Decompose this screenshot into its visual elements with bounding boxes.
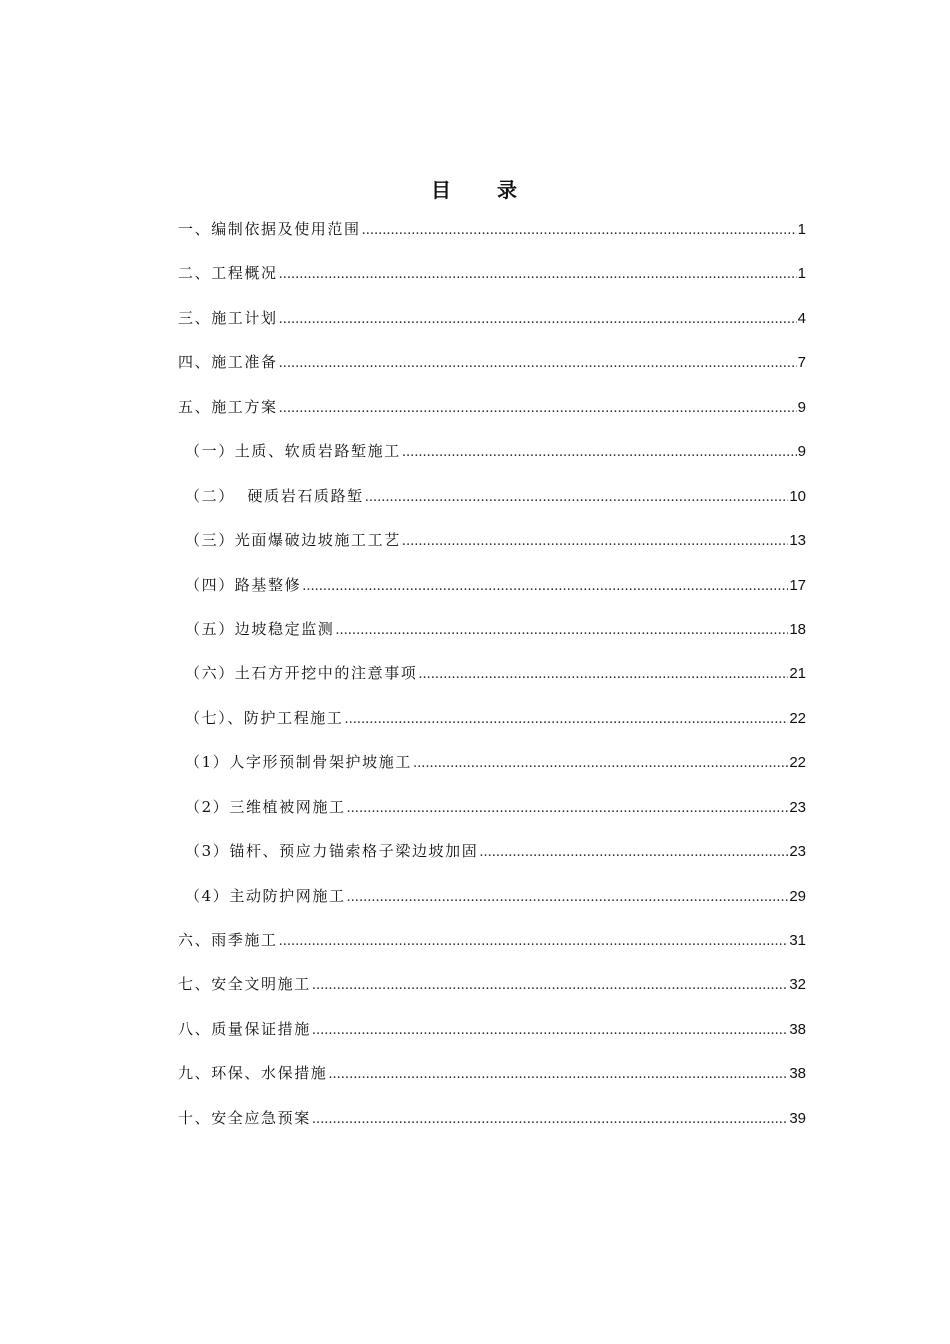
toc-entry-text: （四）路基整修 xyxy=(185,575,302,594)
toc-entry-text: 六、雨季施工 xyxy=(178,931,278,949)
toc-page-number: 18 xyxy=(789,620,806,638)
toc-entry-text: 五、施工方案 xyxy=(178,397,278,416)
toc-entry[interactable] xyxy=(178,660,806,704)
toc-entry-text: （二） 硬质岩石质路堑 xyxy=(185,486,364,505)
toc-leader-dots xyxy=(335,618,788,644)
toc-entry[interactable] xyxy=(178,349,806,393)
toc-entry[interactable] xyxy=(178,216,806,260)
toc-page-number: 10 xyxy=(789,487,806,505)
toc-leader-dots xyxy=(279,396,797,422)
toc-entry-text: （三）光面爆破边坡施工工艺 xyxy=(185,531,401,550)
toc-entry[interactable] xyxy=(178,438,806,482)
toc-entry-text: 四、施工准备 xyxy=(178,353,278,372)
toc-page-number: 23 xyxy=(789,843,806,861)
toc-entry[interactable] xyxy=(178,1060,806,1104)
toc-page-number: 1 xyxy=(797,265,806,283)
toc-entry-text: 一、编制依据及使用范围 xyxy=(178,220,361,238)
toc-leader-dots xyxy=(279,351,797,377)
toc-entry-text: （五）边坡稳定监测 xyxy=(185,619,335,638)
toc-entry-text: 七、安全文明施工 xyxy=(178,975,311,994)
toc-entry[interactable] xyxy=(178,305,806,349)
toc-entry[interactable] xyxy=(178,394,806,438)
toc-leader-dots xyxy=(365,485,789,511)
toc-title-right: 录 xyxy=(497,178,519,202)
toc-page-number: 7 xyxy=(797,354,806,372)
toc-leader-dots xyxy=(362,218,797,244)
toc-title xyxy=(0,174,950,203)
toc-title-left: 目 xyxy=(431,178,453,202)
toc-entry[interactable] xyxy=(178,616,806,660)
toc-entry-text: 十、安全应急预案 xyxy=(178,1108,311,1127)
toc-entry-text: （2）三维植被网施工 xyxy=(185,797,346,816)
toc-page-number: 21 xyxy=(789,665,806,683)
toc-leader-dots xyxy=(279,929,789,955)
toc-entry-text: 三、施工计划 xyxy=(178,308,278,327)
toc-leader-dots xyxy=(312,1018,789,1044)
toc-entry[interactable] xyxy=(178,260,806,304)
toc-leader-dots xyxy=(345,707,789,733)
toc-leader-dots xyxy=(479,840,788,866)
toc-page-number: 39 xyxy=(789,1109,806,1127)
toc-page-number: 13 xyxy=(789,532,806,550)
toc-entry[interactable] xyxy=(178,527,806,571)
toc-leader-dots xyxy=(347,885,789,911)
toc-page-number: 4 xyxy=(797,309,806,327)
toc-leader-dots xyxy=(279,307,797,333)
toc-entry-text: 八、质量保证措施 xyxy=(178,1019,311,1038)
toc-entry[interactable] xyxy=(178,838,806,882)
toc-page-number: 38 xyxy=(789,1065,806,1083)
toc-page-number: 31 xyxy=(789,932,806,949)
toc-leader-dots xyxy=(279,262,797,288)
toc-page-number: 22 xyxy=(789,709,806,727)
toc-leader-dots xyxy=(402,440,797,466)
toc-entry[interactable] xyxy=(178,971,806,1015)
toc-page-number: 23 xyxy=(789,798,806,816)
toc-page-number: 17 xyxy=(789,576,806,594)
toc-page-number: 1 xyxy=(797,221,806,238)
toc-page-number: 38 xyxy=(789,1020,806,1038)
toc-entry[interactable] xyxy=(178,572,806,616)
toc-entry-text: 九、环保、水保措施 xyxy=(178,1064,328,1083)
toc-leader-dots xyxy=(302,574,788,600)
toc-entry-text: （3）锚杆、预应力锚索格子梁边坡加固 xyxy=(185,842,479,861)
toc-leader-dots xyxy=(402,529,789,555)
toc-leader-dots xyxy=(413,751,788,777)
toc-entry-text: （六）土石方开挖中的注意事项 xyxy=(185,664,418,683)
toc-entry[interactable] xyxy=(178,883,806,927)
toc-entry-text: （七）、防护工程施工 xyxy=(185,708,344,727)
toc-list xyxy=(178,216,806,1149)
toc-entry-text: （1）人字形预制骨架护坡施工 xyxy=(185,753,412,772)
toc-page-number: 9 xyxy=(797,443,806,461)
toc-entry[interactable] xyxy=(178,794,806,838)
toc-page-number: 29 xyxy=(789,887,806,905)
toc-entry[interactable] xyxy=(178,1016,806,1060)
toc-leader-dots xyxy=(312,973,789,999)
toc-entry-text: 二、工程概况 xyxy=(178,264,278,283)
toc-entry-text: （一）土质、软质岩路堑施工 xyxy=(185,442,401,461)
toc-entry[interactable] xyxy=(178,927,806,971)
toc-page-number: 32 xyxy=(789,976,806,994)
toc-entry[interactable] xyxy=(178,1105,806,1149)
toc-leader-dots xyxy=(328,1062,788,1088)
toc-leader-dots xyxy=(312,1107,789,1133)
toc-leader-dots xyxy=(418,662,788,688)
toc-entry[interactable] xyxy=(178,483,806,527)
toc-entry-text: （4）主动防护网施工 xyxy=(185,886,346,905)
toc-entry[interactable] xyxy=(178,705,806,749)
toc-page-number: 9 xyxy=(797,398,806,416)
toc-entry[interactable] xyxy=(178,749,806,793)
toc-page-number: 22 xyxy=(789,754,806,772)
toc-leader-dots xyxy=(347,796,789,822)
